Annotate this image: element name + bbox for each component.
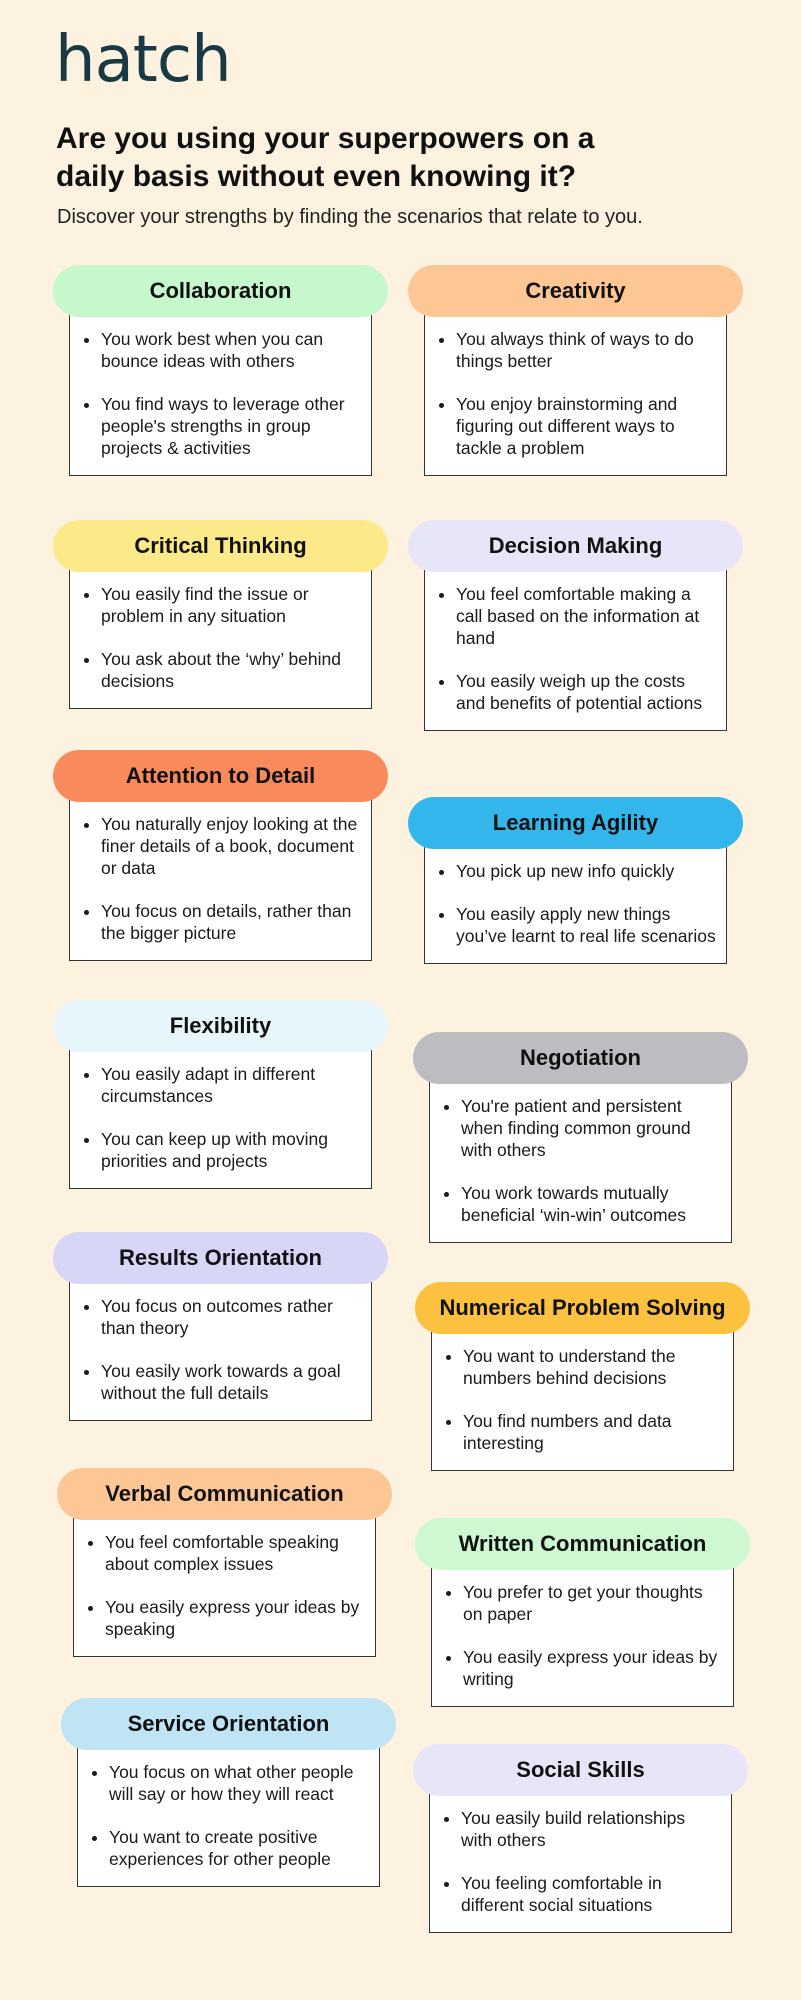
subheadline: Discover your strengths by finding the scenarios that relate to you. (57, 206, 643, 228)
skill-scenarios-box (69, 1280, 372, 1421)
skill-scenarios-box (429, 1792, 732, 1933)
skill-scenarios-box (77, 1746, 380, 1887)
skill-scenarios-box (69, 1048, 372, 1189)
skill-card-negotiation (413, 1032, 748, 1243)
skill-title-verbal-communication: Verbal Communication (57, 1468, 392, 1520)
headline (56, 120, 746, 196)
headline-line-2: daily basis without even knowing it? (56, 160, 577, 193)
scenario-list (80, 1295, 361, 1404)
scenario-item: • You easily adapt in different circumstances (101, 1063, 361, 1107)
skill-title-written-communication: Written Communication (415, 1518, 750, 1570)
scenario-item: • You ask about the ‘why’ behind decisions (101, 648, 361, 692)
hatch-logo: hatch (55, 23, 231, 97)
scenario-item: • You easily apply new things you’ve learnt to real life scenarios (456, 903, 716, 947)
scenario-list (80, 583, 361, 692)
scenario-item: • You easily find the issue or problem in any situation (101, 583, 361, 627)
scenario-item: • You easily express your ideas by writing (463, 1646, 723, 1690)
skill-title-critical-thinking: Critical Thinking (53, 520, 388, 572)
skill-title-results-orientation: Results Orientation (53, 1232, 388, 1284)
skill-card-attention-to-detail (53, 750, 388, 961)
scenario-list (88, 1761, 369, 1870)
skill-scenarios-box (424, 568, 727, 731)
skill-title-decision-making: Decision Making (408, 520, 743, 572)
scenario-item: • You focus on what other people will say or how they will react (109, 1761, 369, 1805)
skill-card-results-orientation (53, 1232, 388, 1421)
scenario-list (442, 1581, 723, 1690)
skill-title-numerical-problem-solving: Numerical Problem Solving (415, 1282, 750, 1334)
scenario-item: • You focus on outcomes rather than theory (101, 1295, 361, 1339)
skill-card-numerical-problem-solving (415, 1282, 750, 1471)
scenario-item: • You work towards mutually beneficial ‘win-win’ outcomes (461, 1182, 721, 1226)
scenario-list (84, 1531, 365, 1640)
skill-card-flexibility (53, 1000, 388, 1189)
skill-scenarios-box (69, 313, 372, 476)
headline-line-1: Are you using your superpowers on a (56, 122, 595, 155)
scenario-item: • You're patient and persistent when finding common ground with others (461, 1095, 721, 1161)
scenario-item: • You work best when you can bounce ideas with others (101, 328, 361, 372)
skill-title-collaboration: Collaboration (53, 265, 388, 317)
scenario-list (440, 1807, 721, 1916)
skill-scenarios-box (429, 1080, 732, 1243)
skill-title-creativity: Creativity (408, 265, 743, 317)
skill-scenarios-box (424, 313, 727, 476)
scenario-item: • You want to create positive experiences for other people (109, 1826, 369, 1870)
scenario-item: • You feel comfortable making a call based on the information at hand (456, 583, 716, 649)
skill-card-creativity (408, 265, 743, 476)
skill-card-service-orientation (61, 1698, 396, 1887)
skill-scenarios-box (69, 798, 372, 961)
skill-scenarios-box (424, 845, 727, 964)
scenario-item: • You feel comfortable speaking about complex issues (105, 1531, 365, 1575)
scenario-item: • You enjoy brainstorming and figuring out different ways to tackle a problem (456, 393, 716, 459)
skill-card-written-communication (415, 1518, 750, 1707)
skill-card-verbal-communication (57, 1468, 392, 1657)
scenario-list (435, 583, 716, 714)
skill-card-critical-thinking (53, 520, 388, 709)
scenario-item: • You find numbers and data interesting (463, 1410, 723, 1454)
skill-title-flexibility: Flexibility (53, 1000, 388, 1052)
skill-card-social-skills (413, 1744, 748, 1933)
skill-title-learning-agility: Learning Agility (408, 797, 743, 849)
skill-title-attention-to-detail: Attention to Detail (53, 750, 388, 802)
scenario-item: • You naturally enjoy looking at the finer details of a book, document or data (101, 813, 361, 879)
scenario-list (80, 1063, 361, 1172)
skill-title-negotiation: Negotiation (413, 1032, 748, 1084)
skill-scenarios-box (69, 568, 372, 709)
skill-card-decision-making (408, 520, 743, 731)
scenario-list (442, 1345, 723, 1454)
scenario-item: • You easily express your ideas by speaking (105, 1596, 365, 1640)
scenario-item: • You easily build relationships with others (461, 1807, 721, 1851)
skill-card-collaboration (53, 265, 388, 476)
scenario-list (435, 860, 716, 947)
scenario-item: • You easily weigh up the costs and benefits of potential actions (456, 670, 716, 714)
scenario-item: • You pick up new info quickly (456, 860, 716, 882)
scenario-item: • You easily work towards a goal without the full details (101, 1360, 361, 1404)
scenario-list (80, 813, 361, 944)
scenario-list (435, 328, 716, 459)
scenario-list (80, 328, 361, 459)
skill-scenarios-box (73, 1516, 376, 1657)
skill-title-service-orientation: Service Orientation (61, 1698, 396, 1750)
scenario-item: • You want to understand the numbers behind decisions (463, 1345, 723, 1389)
skill-card-learning-agility (408, 797, 743, 964)
scenario-list (440, 1095, 721, 1226)
scenario-item: • You can keep up with moving priorities and projects (101, 1128, 361, 1172)
skill-scenarios-box (431, 1330, 734, 1471)
scenario-item: • You feeling comfortable in different social situations (461, 1872, 721, 1916)
skill-scenarios-box (431, 1566, 734, 1707)
scenario-item: • You always think of ways to do things better (456, 328, 716, 372)
scenario-item: • You find ways to leverage other people's strengths in group projects & activities (101, 393, 361, 459)
skill-title-social-skills: Social Skills (413, 1744, 748, 1796)
scenario-item: • You focus on details, rather than the bigger picture (101, 900, 361, 944)
scenario-item: • You prefer to get your thoughts on paper (463, 1581, 723, 1625)
